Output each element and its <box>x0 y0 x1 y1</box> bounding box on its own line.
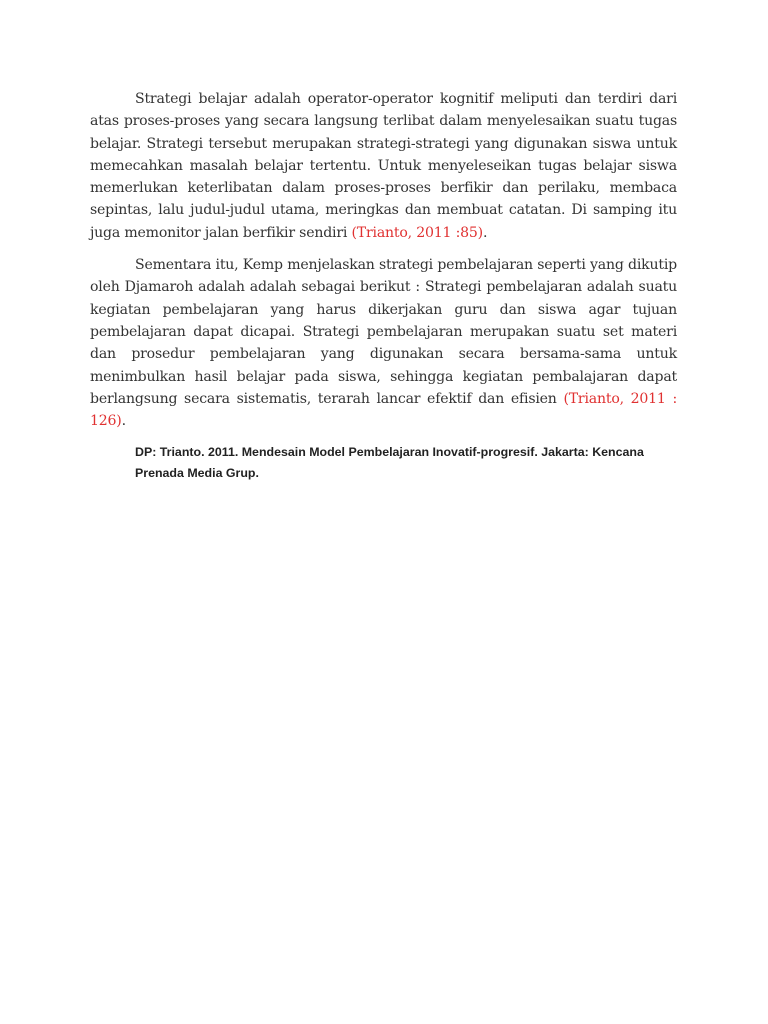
citation: (Trianto, 2011 :85) <box>351 224 483 241</box>
paragraph-end: . <box>121 413 126 430</box>
reference-entry: DP: Trianto. 2011. Mendesain Model Pembelajaran Inovatif-progresif. Jakarta: Kencana Prenada Media Grup. <box>135 445 644 481</box>
paragraph-strategi-belajar <box>90 88 677 244</box>
document-page <box>90 88 677 484</box>
paragraph-text: Sementara itu, Kemp menjelaskan strategi pembelajaran seperti yang dikutip oleh Djamaroh adalah adalah sebagai berikut : Strategi pembelajaran adalah suatu kegiatan pembelajaran yang harus dikerjakan guru dan siswa agar tujuan pembelajaran dapat dicapai. Strategi pembelajaran merupakan suatu set materi dan prosedur pembelajaran yang digunakan secara bersama-sama untuk menimbulkan hasil belajar pada siswa, sehingga kegiatan pembalajaran dapat berlangsung secara sistematis, terarah lancar efektif dan efisien <box>90 257 677 407</box>
paragraph-text: Strategi belajar adalah operator-operator kognitif meliputi dan terdiri dari atas proses-proses yang secara langsung terlibat dalam menyelesaikan suatu tugas belajar. Strategi tersebut merupakan strategi-strategi yang digunakan siswa untuk memecahkan masalah belajar tertentu. Untuk menyeleseikan tugas belajar siswa memerlukan keterlibatan dalam proses-proses berfikir dan perilaku, membaca sepintas, lalu judul-judul utama, meringkas dan membuat catatan. Di samping itu juga memonitor jalan berfikir sendiri <box>90 91 677 241</box>
paragraph-strategi-pembelajaran <box>90 254 677 432</box>
citation: (Trianto, 2011 : 126) <box>90 390 677 430</box>
paragraph-end: . <box>482 224 488 241</box>
